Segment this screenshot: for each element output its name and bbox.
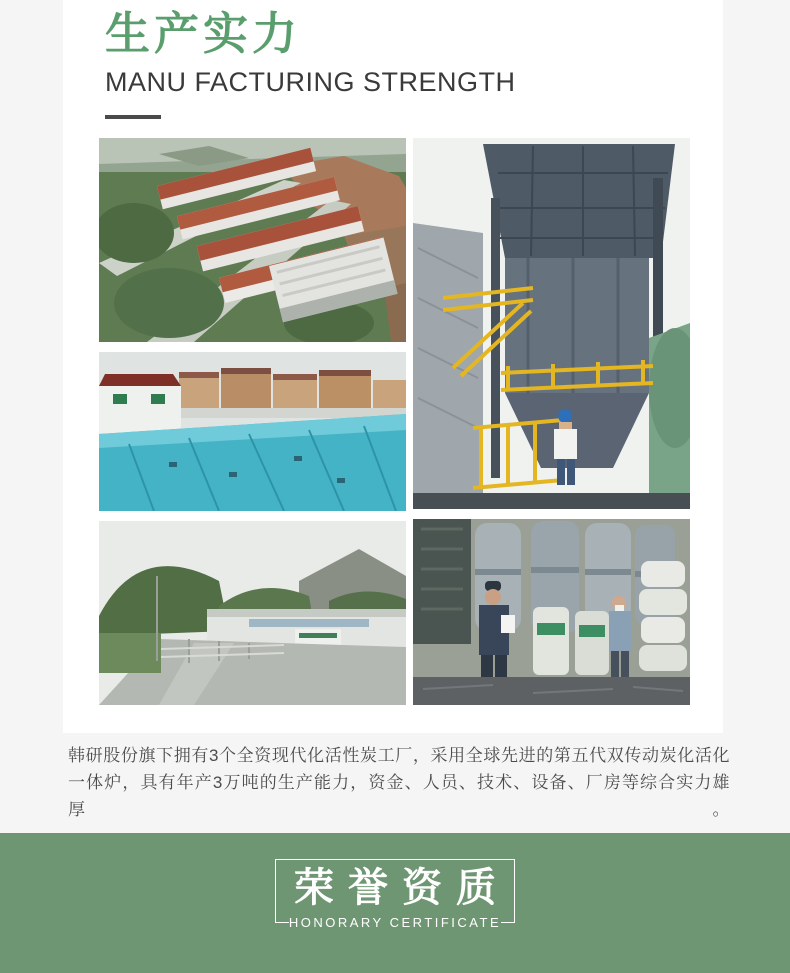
gallery-right-column <box>413 138 690 705</box>
banner-subtitle-en: HONORARY CERTIFICATE <box>288 915 502 930</box>
photo-aerial-factory-campus <box>99 138 406 342</box>
photo-workers-packing-line <box>413 519 690 705</box>
intro-line-2: 一体炉，具有年产3万吨的生产能力，资金、人员、技术、设备、厂房等综合实力雄厚。 <box>68 773 730 819</box>
title-underline-divider <box>105 115 161 119</box>
photo-blue-roof-workshop <box>99 352 406 511</box>
factory-photo-gallery <box>99 138 690 705</box>
section-title-cn: 生产实力 <box>105 8 302 59</box>
frame-dash-left <box>275 922 289 923</box>
intro-line-1: 韩研股份旗下拥有3个全资现代化活性炭工厂，采用全球先进的第五代双传动炭化活化 <box>68 746 730 765</box>
banner-subtitle-row <box>275 915 515 930</box>
banner-title-cn: 荣誉资质 <box>294 866 510 910</box>
honorary-certificate-banner <box>0 833 790 973</box>
photo-factory-street-view <box>99 521 406 705</box>
company-intro-paragraph <box>68 742 730 823</box>
photo-carbonization-tower <box>413 138 690 509</box>
manufacturing-strength-section <box>63 0 723 733</box>
gallery-left-column <box>99 138 406 705</box>
certificate-title-frame <box>275 859 515 930</box>
frame-dash-right <box>501 922 515 923</box>
section-subtitle-en: MANU FACTURING STRENGTH <box>105 67 516 97</box>
